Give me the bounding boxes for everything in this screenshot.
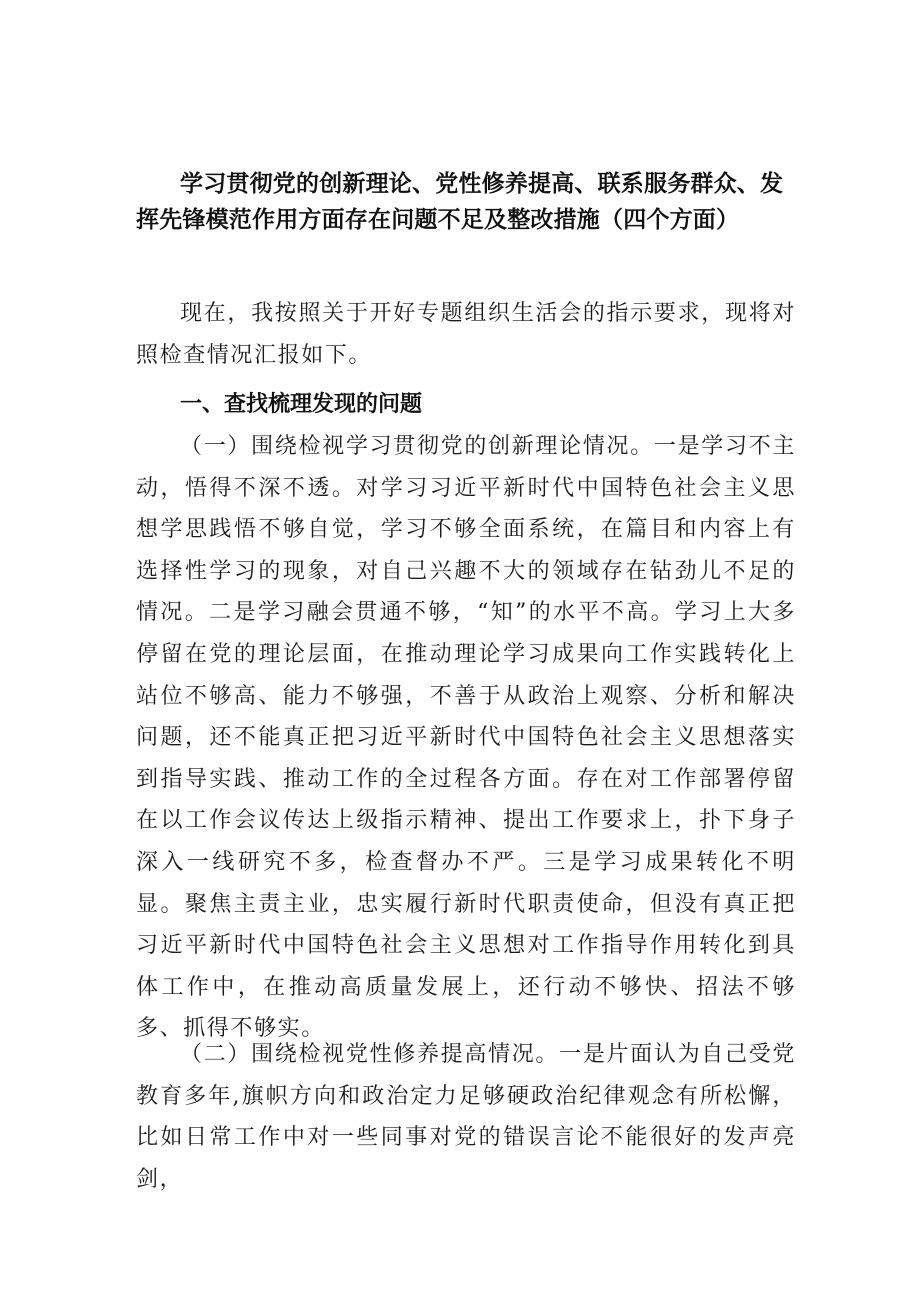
- intro-paragraph: 现在，我按照关于开好专题组织生活会的指示要求，现将对照检查情况汇报如下。: [136, 301, 796, 368]
- paragraph-party-spirit: （二）围绕检视党性修养提高情况。一是片面认为自己受党教育多年,旗帜方向和政治定力足够硬政治纪律观念有所松懈，比如日常工作中对一些同事对党的错误言论不能很好的发声亮剑，: [136, 1042, 796, 1192]
- section-heading: 一、查找梳理发现的问题: [180, 392, 423, 417]
- document-title: 学习贯彻党的创新理论、党性修养提高、联系服务群众、发挥先锋模范作用方面存在问题不足及整改措施（四个方面）: [136, 171, 784, 233]
- paragraph-learning-theory: （一）围绕检视学习贯彻党的创新理论情况。一是学习不主动，悟得不深不透。对学习习近平新时代中国特色社会主义思想学思践悟不够自觉，学习不够全面系统，在篇目和内容上有选择性学习的现象，对自己兴趣不大的领域存在钻劲儿不足的情况。二是学习融会贯通不够，“知”的水平不高。学习上大多停留在党的理论层面，在推动理论学习成果向工作实践转化上站位不够高、能力不够强，不善于从政治上观察、分析和解决问题，还不能真正把习近平新时代中国特色社会主义思想落实到指导实践、推动工作的全过程各方面。存在对工作部署停留在以工作会议传达上级指示精神、提出工作要求上，扑下身子深入一线研究不多，检查督办不严。三是学习成果转化不明显。聚焦主责主业，忠实履行新时代职责使命，但没有真正把习近平新时代中国特色社会主义思想对工作指导作用转化到具体工作中，在推动高质量发展上，还行动不够快、招法不够多、抓得不够实。: [136, 434, 796, 1042]
